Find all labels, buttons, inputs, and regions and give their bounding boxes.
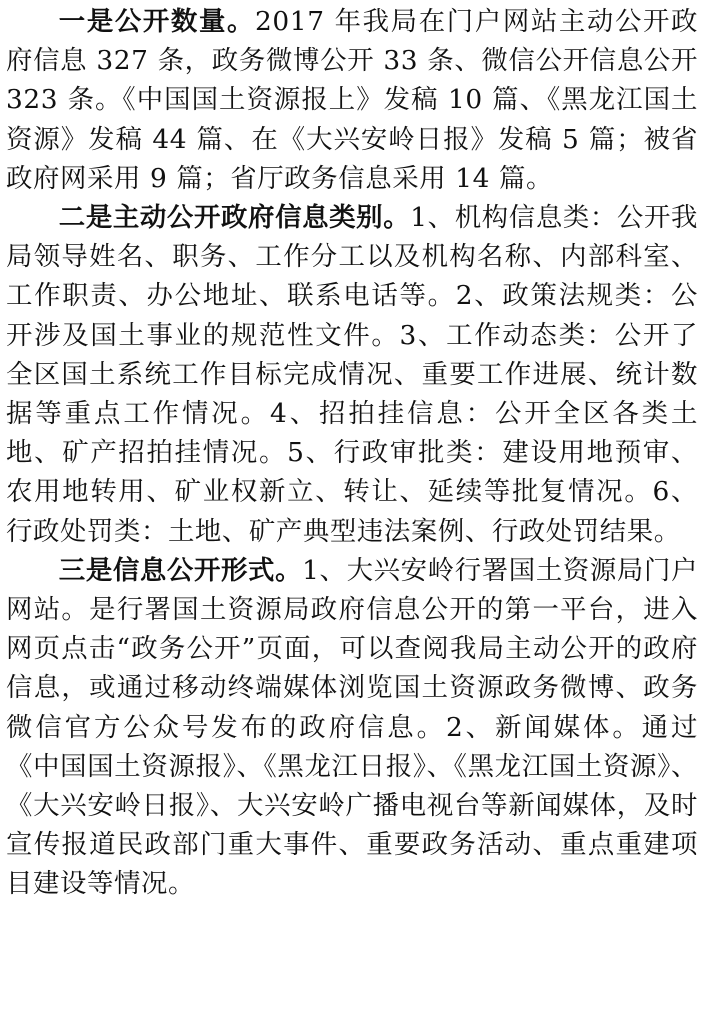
paragraph-heading: 二是主动公开政府信息类别。 bbox=[58, 202, 411, 234]
paragraph-heading: 一是公开数量。 bbox=[58, 6, 256, 37]
paragraph-public-quantity bbox=[6, 2, 698, 198]
paragraph-heading: 三是信息公开形式。 bbox=[58, 554, 303, 586]
document-page bbox=[6, 2, 698, 904]
paragraph-info-categories bbox=[6, 198, 698, 551]
paragraph-body: 1、大兴安岭行署国土资源局门户网站。是行署国土资源局政府信息公开的第一平台，进入网页点击“政务公开”页面，可以查阅我局主动公开的政府信息，或通过移动终端媒体浏览国土资源政务微博、政务微信官方公众号发布的政府信息。2、新闻媒体。通过《中国国土资源报》、《黑龙江日报》、《黑龙江国土资源》、《大兴安岭日报》、大兴安岭广播电视台等新闻媒体，及时宣传报道民政部门重大事件、重要政务活动、重点重建项目建设等情况。 bbox=[6, 554, 698, 900]
paragraph-disclosure-forms bbox=[6, 551, 698, 904]
paragraph-body: 1、机构信息类：公开我局领导姓名、职务、工作分工以及机构名称、内部科室、工作职责、办公地址、联系电话等。2、政策法规类：公开涉及国土事业的规范性文件。3、工作动态类：公开了全区国土系统工作目标完成情况、重要工作进展、统计数据等重点工作情况。4、招拍挂信息：公开全区各类土地、矿产招拍挂情况。5、行政审批类：建设用地预审、农用地转用、矿业权新立、转让、延续等批复情况。6、行政处罚类：土地、矿产典型违法案例、行政处罚结果。 bbox=[6, 202, 698, 547]
paragraph-body: 2017 年我局在门户网站主动公开政府信息 327 条，政务微博公开 33 条、微信公开信息公开 323 条。《中国国土资源报上》发稿 10 篇、《黑龙江国土资源》发稿 44 篇、在《大兴安岭日报》发稿 5 篇；被省政府网采用 9 篇；省厅政务信息采用 14 篇。 bbox=[6, 6, 698, 194]
